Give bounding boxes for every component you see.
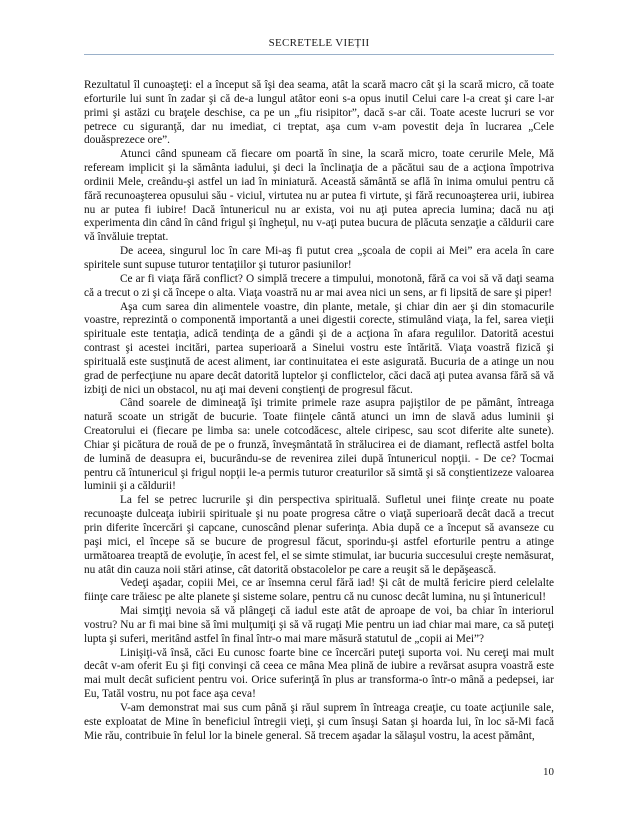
paragraph: Când soarele de dimineaţă îşi trimite primele raze asupra pajiştilor de pe pământ, întreaga natură scoate un strigăt de bucurie. Toate fiinţele cântă atunci un imn de slavă adus luminii şi Creatorului ei (fiecare pe limba sa: unele cotcodăcesc, altele ciripesc, sau scot diferite alte sunete). Chiar şi picătura de rouă de pe o frunză, înveşmântată în strălucirea ei de diamant, reflectă astfel bolta de lumină de deasupra ei, bucurându-se de revenirea zilei după întunericul nopţii. - De ce? Tocmai pentru că întunericul şi frigul nopţii le-a permis tuturor creaturilor să simtă şi să conştientizeze valoarea luminii şi a căldurii! [84, 397, 554, 493]
paragraph: V-am demonstrat mai sus cum până şi răul suprem în întreaga creaţie, cu toate acţiunile sale, este exploatat de Mine în beneficiul întregii vieţi, şi cum însuşi Satan şi hoarda lui, în loc să-Mi facă Mie rău, contribuie în felul lor la binele general. Să trecem aşadar la sălaşul vostru, la acest pământ, [84, 701, 554, 742]
paragraph: Vedeţi aşadar, copiii Mei, ce ar însemna cerul fără iad! Şi cât de multă fericire pierd celelalte fiinţe care trăiesc pe alte planete şi sisteme solare, pentru că nu cunosc decât lumina, nu şi întunericul! [84, 577, 554, 604]
paragraph: La fel se petrec lucrurile şi din perspectiva spirituală. Sufletul unei fiinţe create nu poate recunoaşte dulceaţa iubirii spirituale şi nu poate progresa către o viaţă superioară decât dacă a trecut prin diferite încercări şi capcane, cunoscând plenar suferinţa. Abia după ce a început să avanseze cu paşi mici, el începe să se bucure de progresul făcut, sporindu-şi astfel eforturile pentru a atinge următoarea treaptă de evoluţie, în acest fel, el se simte stimulat, iar bucuria succesului creşte nemăsurat, nu atât din cauza noii stări atinse, cât datorită obstacolelor pe care a reuşit să le depăşească. [84, 494, 554, 576]
paragraph: Atunci când spuneam că fiecare om poartă în sine, la scară micro, toate cerurile Mele, Mă refeream implicit şi la sământa iadului, şi deci la înclinaţia de a păcătui sau de a acţiona împotriva ordinii Mele, creându-şi astfel un iad în miniatură. Această sământă se află în inima omului pentru că fără recunoaşterea opusului său - viciul, virtutea nu ar putea fi virtute, şi fără recunoaşterea urii, iubirea nu ar putea fi iubire! Dacă întunericul nu ar exista, voi nu aţi putea aprecia lumina; dacă nu aţi experimenta din când în când frigul şi îngheţul, nu v-aţi putea bucura de plăcuta senzaţie a căldurii care vă învăluie treptat. [84, 148, 554, 244]
paragraph: De aceea, singurul loc în care Mi-aş fi putut crea „şcoala de copii ai Mei” era acela în care spiritele sunt supuse tuturor tentaţiilor şi tuturor pasiunilor! [84, 245, 554, 271]
paragraph: Aşa cum sarea din alimentele voastre, din plante, metale, şi chiar din aer şi din stomacurile voastre, reprezintă o componentă importantă a unei digestii corecte, stimulând viaţa, la fel, sarea vieţii spirituale este tentaţia, adică tendinţa de a gândi şi de a acţiona în afara regulilor. Datorită acestui contrast şi acestei incitări, partea superioară a Sinelui vostru este întărită. Viaţa voastră fizică şi spirituală este susţinută de acest aliment, iar continuitatea ei este asigurată. Bucuria de a atinge un nou grad de perfecţiune nu apare decât datorită luptelor şi conflictelor, căci dacă aţi putea avansa fără să vă izbiţi de nici un obstacol, nu aţi mai deveni conştienţi de progresul făcut. [84, 300, 554, 396]
paragraph: Mai simţiţi nevoia să vă plângeţi că iadul este atât de aproape de voi, ba chiar în interiorul vostru? Nu ar fi mai bine să îmi mulţumiţi şi să vă rugaţi Mie pentru un iad chiar mai mare, ca să puteţi lupta şi suferi, meritând astfel în final într-o mai mare măsură statutul de „copii ai Mei”? [84, 605, 554, 645]
paragraph: Rezultatul îl cunoaşteţi: el a început să îşi dea seama, atât la scară macro cât şi la scară micro, că toate eforturile lui sunt în zadar şi că de-a lungul atâtor eoni s-a opus inutil Celui care l-a creat şi care l-ar primi şi astăzi cu braţele deschise, ca pe un „fiu risipitor”, dacă s-ar căi. Toate aceste lucruri se vor petrece cu siguranţă, dar nu imediat, ci treptat, aşa cum v-am povestit deja în lucrarea „Cele douăsprezece ore”. [84, 79, 554, 147]
paragraph: Ce ar fi viaţa fără conflict? O simplă trecere a timpului, monotonă, fără ca voi să vă daţi seama că a trecut o zi şi că începe o alta. Viaţa voastră nu ar mai avea nici un sens, ar fi lipsită de sare şi piper! [84, 272, 554, 299]
body-text [84, 79, 554, 744]
running-header-title: SECRETELE VIEȚII [268, 37, 370, 49]
paragraph: Linişiţi-vă însă, căci Eu cunosc foarte bine ce încercări puteţi suporta voi. Nu cereţi mai mult decât v-am oferit Eu şi fiţi convinşi că ceea ce mâna Mea plină de iubire a revărsat asupra voastră este mai mult decât suficient pentru voi. Orice suferinţă în plus ar transforma-o într-o mână a pedepsei, iar Eu, Tatăl vostru, nu pot face aşa ceva! [84, 646, 554, 701]
header-divider [84, 54, 554, 55]
page-number: 10 [543, 766, 554, 778]
